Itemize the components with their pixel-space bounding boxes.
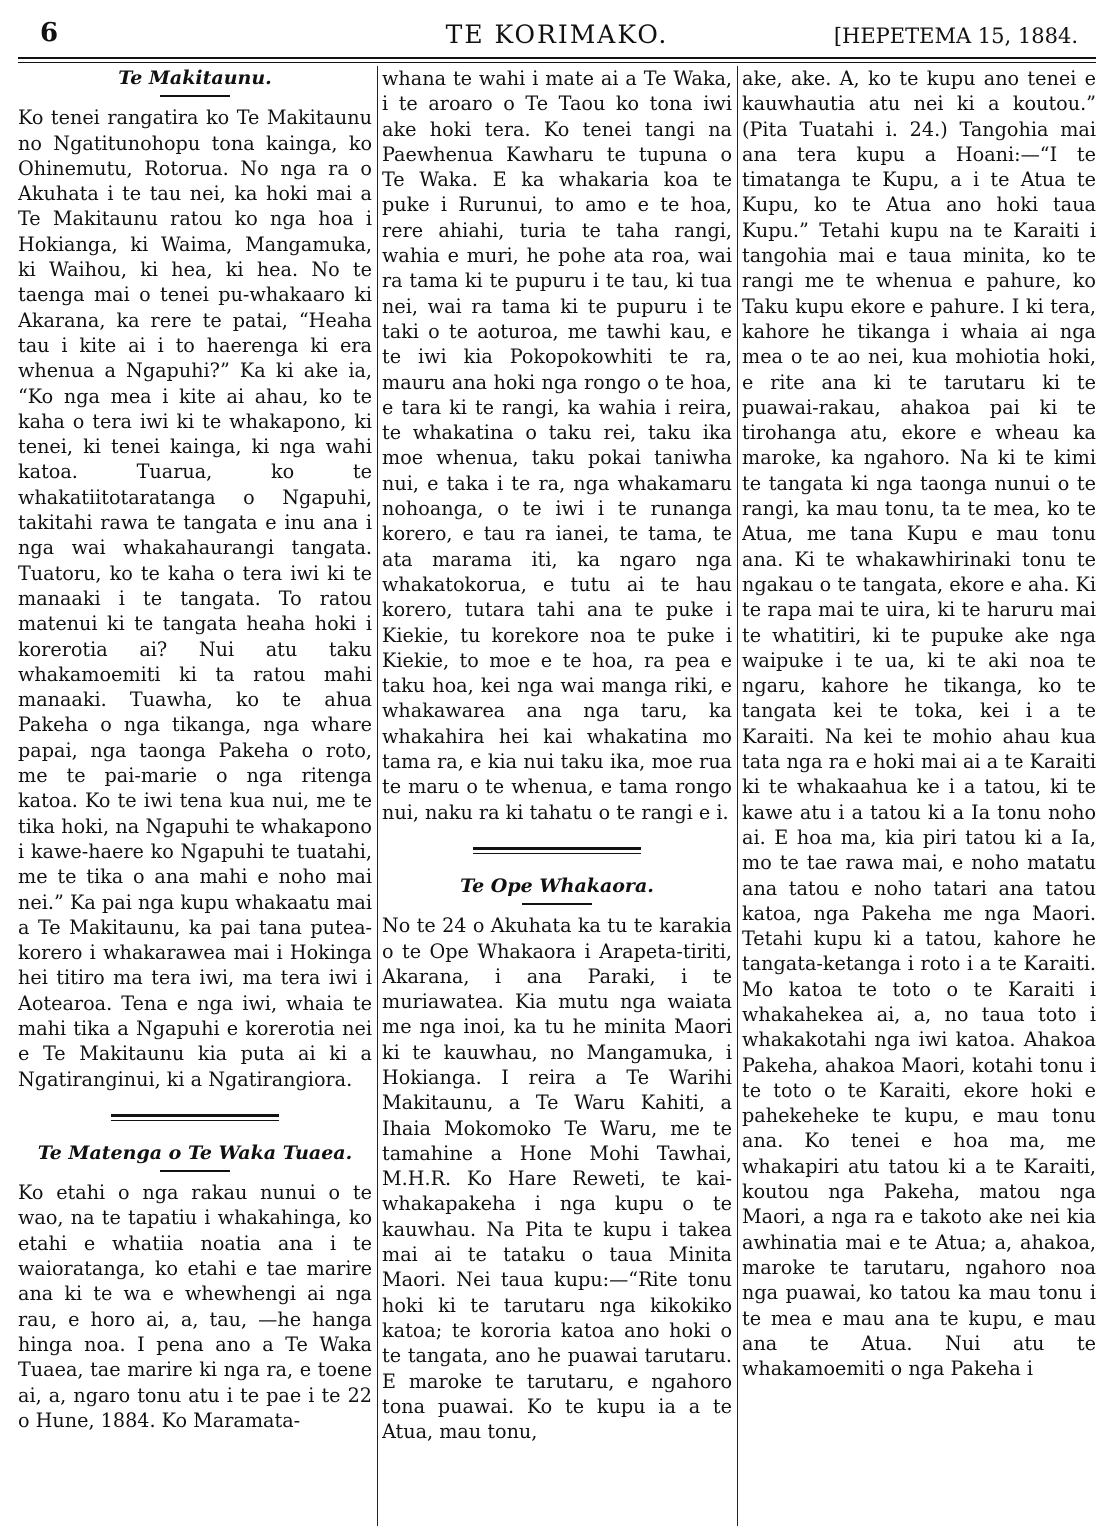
title-underline: [160, 1170, 230, 1172]
header-rule-thick: [18, 57, 1096, 59]
header-rule-thin: [18, 62, 1096, 63]
column-1: [18, 66, 372, 1526]
section-divider: [111, 1114, 279, 1121]
article-body: Ko tenei rangatira ko Te Makitaunu no Ngatitunohopu tona kainga, ko Ohinemutu, Rotorua. No nga ra o Akuhata i te tau nei, ka hoki mai a Te Makitaunu ratou ko nga hoa i Hokianga, ki Waima, Mangamuka, ki Waihou, ki hea, ki hea. No te taenga mai o tenei pu-whakaaro ki Akarana, ka rere te patai, “Heaha tau i kite ai i to haerenga ki era whenua a Ngapuhi?” Ka ki ake ia, “Ko nga mea i kite ai ahau, ko te kaha o tera iwi ki te whakapono, ki tenei, ki tenei kainga, ki nga wahi katoa. Tuarua, ko te whakatiitotaratanga o Ngapuhi, takitahi rawa te tangata e inu ana i nga wai whakahaurangi tangata. Tuatoru, ko te kaha o tera iwi ki te manaaki i te tangata. To ratou matenui ki te tangata heaha hoki i korerotia ai? Nui atu taku whakamoemiti ki ta ratou mahi manaaki. Tuawha, ko te ahua Pakeha o nga tikanga, nga whare papai, nga taonga Pakeha o roto, me te pai-marie o nga ritenga katoa. Ko te iwi tena kua nui, me te tika hoki, na Ngapuhi te whakapono i kawe-haere ko Ngapuhi te tuatahi, me te tika o ana mahi e noho mai nei.” Ka pai nga kupu whakaatu mai a Te Makitaunu, ka pai tana putea-korero i whakarawea mai i Hokinga hei titiro ma tera iwi, ma tera iwi i Aotearoa. Tena e nga iwi, whaia te mahi tika a Ngapuhi e korerotia nei e Te Makitaunu kia puta ai ki a Ngatiranginui, ki a Ngatirangiora.: [18, 106, 372, 1091]
article-body: No te 24 o Akuhata ka tu te karakia o te Ope Whakaora i Arapeta-tiriti, Akarana, i ana Paraki, i te muriawatea. Kia mutu nga waiata me nga inoi, ka tu he minita Maori ki te kauwhau, no Mangamuka, i Hokianga. I reira a Te Warihi Makitaunu, a Te Waru Kahiti, a Ihaia Mokomoko Te Waru, me te tamahine a Hone Mohi Tawhai, M.H.R. Ko Hare Reweti, te kai-whakapakeha i nga kupu o te kauwhau. Na Pita te kupu i takea mai ai te tataku o taua Minita Maori. Nei taua kupu:—“Rite tonu hoki ki te tarutaru nga kikokiko katoa; te kororia katoa ano hoki o te tangata, ano he puawai tarutaru. E maroke te tarutaru, e ngahoro tona puawai. Ko te kupu ia a te Atua, mau tonu,: [382, 914, 732, 1444]
page-header: [18, 14, 1096, 52]
column-divider: [377, 66, 378, 1526]
article-body: Ko etahi o nga rakau nunui o te wao, na te tapatiu i whakahinga, ko etahi e whatiia noatia ana i te waioratanga, ko etahi e tae marire ana ki te wa e whewhengi ai nga rau, e horo ai, a, tau, —he hanga hinga noa. I pena ano a Te Waka Tuaea, tae marire ki nga ra, e toene ai, a, ngaro tonu atu i te pae i te 22 o Hune, 1884. Ko Maramata-: [18, 1181, 372, 1432]
column-3: [742, 66, 1096, 1526]
column-2: [382, 66, 732, 1526]
article-title: Te Ope Whakaora.: [460, 874, 654, 897]
article-body: ake, ake. A, ko te kupu ano tenei e kauwhautia atu nei ki a koutou.” (Pita Tuatahi i. 24.) Tangohia mai ana tera kupu a Hoani:—“I te timatanga te Kupu, a i te Atua te Kupu, ko te Atua ano hoki taua Kupu.” Tetahi kupu na te Karaiti i tangohia mai e taua minita, ko te rangi me te whenua e pahure, ko Taku kupu ekore e pahure. I ki tera, kahore he tikanga i whaia ai nga mea o te ao nei, kua mohiotia hoki, e rite ana ki te tarutaru ki te puawai-rakau, ahakoa pai ki te tirohanga atu, ekore e wheau ka maroke, ka ngahoro. Na ki te kimi te tangata ki nga taonga nunui o te rangi, ka mau tonu, ta te mea, ko te Atua, me tana Kupu e mau tonu ana. Ki te whakawhirinaki tonu te ngakau o te tangata, ekore e aha. Ki te rapa mai te uira, ki te haruru mai te whatitiri, ki te pupuke ake nga waipuke i te ua, ki te aki noa te ngaru, kahore he tikanga, ko te tangata kei te toka, kei i a te Karaiti. Na kei te mohio ahau kua tata nga ra e hoki mai ai a te Karaiti ki te whakaahua ke i a tatou, ki te kawe atu i a tatou ki a Ia tonu noho ai. E hoa ma, kia piri tatou ki a Ia, mo te tae rawa mai, e noho matatu ana tatou e noho tatari ana tatou katoa, nga Pakeha me nga Maori. Tetahi kupu ki a tatou, kahore he tangata-ketanga i roto i a te Karaiti. Mo katoa te toto o te Karaiti i whakahekea ai, a, no taua toto i whakakotahi nga iwi katoa. Ahakoa Pakeha, ahakoa Maori, kotahi tonu i te toto o te Karaiti, ekore hoki e pahekeheke te kupu, e mau tonu ana. Ko tenei e hoa ma, me whakapiri atu tatou ki a te Karaiti, koutou nga Pakeha, matou nga Maori, a nga ra e takoto ake nei kia awhinatia mai e te Atua; a, ahakoa, maroke te tarutaru, ngahoro noa nga puawai, ko tatou ka mau tonu i te mea e mau ana te kupu, e mau ana te Atua. Nui atu te whakamoemiti o nga Pakeha i: [742, 67, 1096, 1381]
article-title: Te Makitaunu.: [118, 67, 272, 89]
column-divider: [737, 66, 738, 1526]
page-number: 6: [40, 18, 59, 48]
title-underline: [522, 903, 592, 905]
title-underline: [160, 95, 230, 97]
issue-date: [HEPETEMA 15, 1884.: [833, 24, 1078, 48]
newspaper-title: TE KORIMAKO.: [445, 20, 669, 49]
section-divider: [473, 847, 641, 854]
article-body: whana te wahi i mate ai a Te Waka, i te aroaro o Te Taou ko tona iwi ake hoki tera. Ko tenei tangi na Paewhenua Kawharu te tupuna o Te Waka. E ka whakaria koa te puke i Rurunui, to amo e te hoa, rere ahiahi, turia te taha rangi, wahia e muri, he pohe ata roa, wai ra tama ki te pupuru i te tau, ki tua nei, wai ra tama ki te pupuru i te taki o te aoturoa, me tawhi kau, e te iwi kia Pokopokowhiti te ra, mauru ana hoki nga rongo o te hoa, e tara ki te rangi, ka wahia i reira, te whakatina o taku rei, taku ika moe whenua, taku pokai taniwha nui, e taka i te ra, nga whakamaru nohoanga, o te iwi i te runanga korero, e tau ra ianei, te tama, te ata marama iti, ka ngaro nga whakatokorua, e tutu ai te hau korero, tutara tahi ana te puke i Kiekie, tu korekore noa te puke i Kiekie, to moe e te hoa, ra pea e taku hoa, kei nga wai manga riki, e whakawarea ana nga taru, ka whakahira hei kai whakatina mo tama ra, e kia nui taku ika, moe rua te maru o te whenua, e tama rongo nui, naku ra ki tahatu o te rangi e i.: [382, 67, 732, 824]
article-title: Te Matenga o Te Waka Tuaea.: [37, 1141, 353, 1164]
